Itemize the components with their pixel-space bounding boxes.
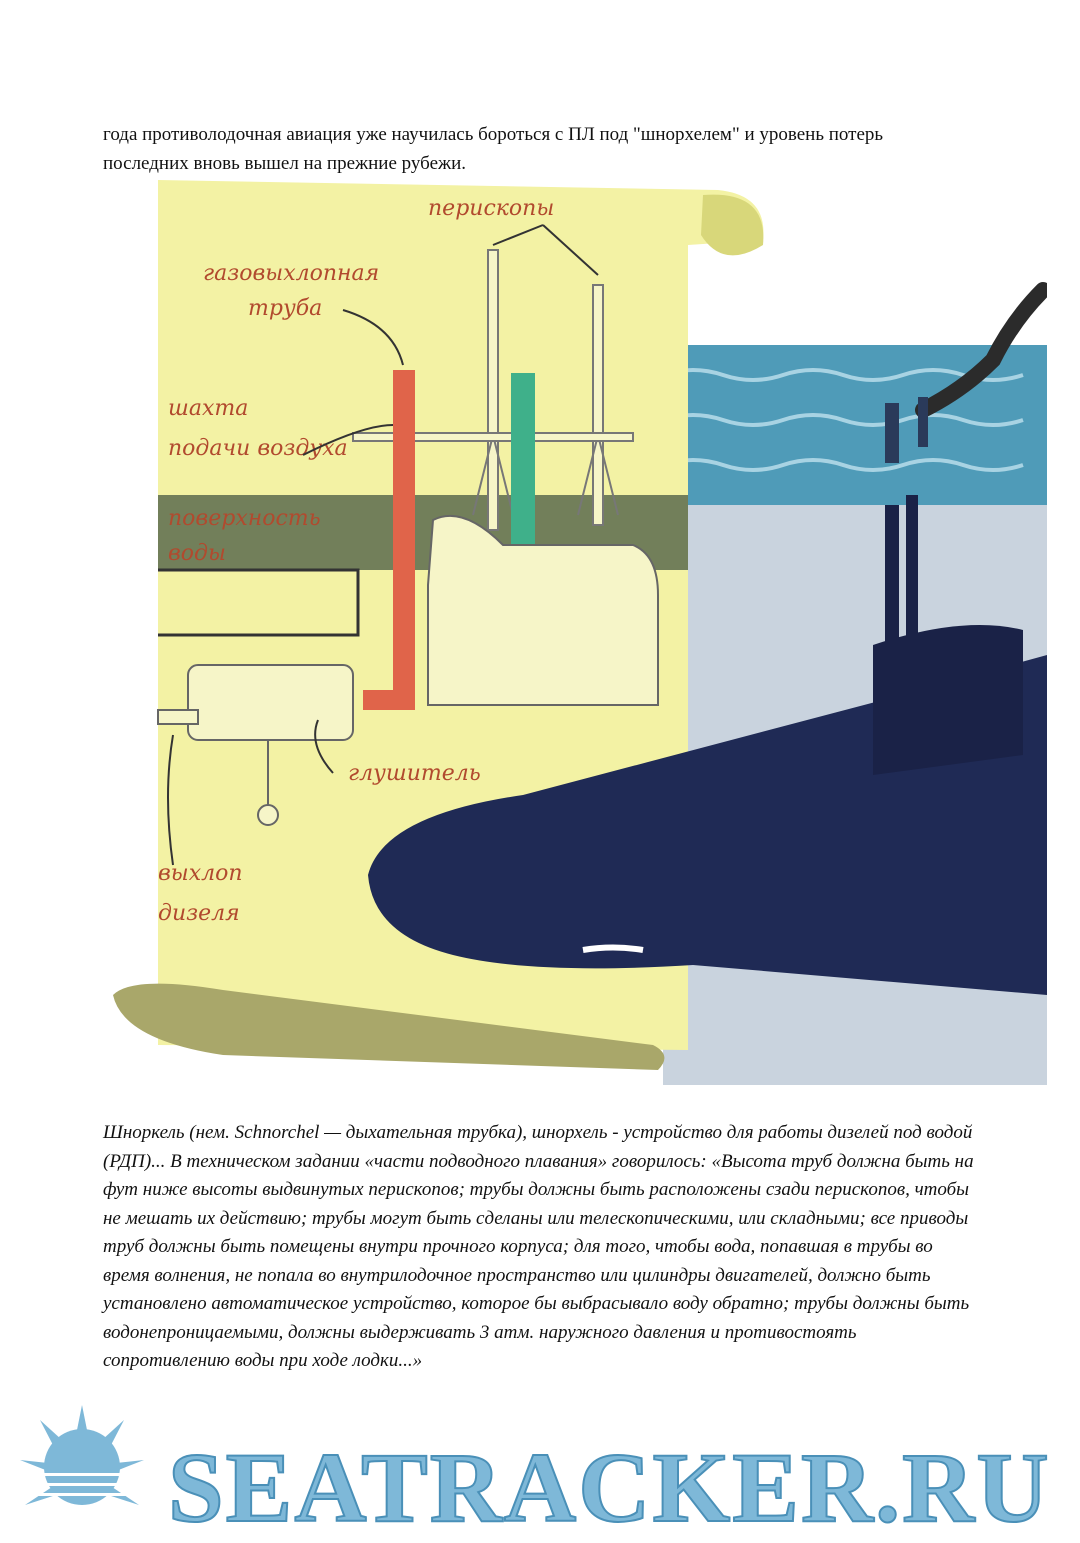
label-water-surface-1: поверхность [168, 506, 321, 531]
sun-icon [20, 1405, 144, 1505]
snorkel-mast [885, 505, 899, 655]
engine-block [428, 516, 658, 705]
valve-icon [258, 805, 278, 825]
label-exhaust-pipe-2: труба [248, 296, 323, 321]
label-periscopes: перископы [428, 196, 555, 221]
label-air-shaft-1: шахта [168, 396, 249, 421]
periscope-2 [593, 285, 603, 525]
label-exhaust-diesel-1: выхлоп [158, 861, 243, 886]
periscope-1 [488, 250, 498, 530]
snorkel-illustration [103, 175, 1047, 1085]
label-muffler: глушитель [348, 761, 481, 786]
label-air-shaft-2: подачи воздуха [168, 436, 348, 461]
label-exhaust-pipe-1: газовыхлопная [203, 261, 380, 286]
label-exhaust-diesel-2: дизеля [158, 901, 240, 926]
muffler [188, 665, 353, 740]
exhaust-pipe [393, 370, 415, 700]
figure-caption: Шноркель (нем. Schnorchel — дыхательная трубка), шнорхель - устройство для работы дизелей под водой (РДП)... В техническом задании «части подводного плавания» говорилось: «Высота труб должна быть на фут ниже высоты выдвинутых перископов; трубы должны быть расположены сзади перископов, чтобы не мешать их действию; трубы могут быть сделаны или телескопическими, или складными; все приводы труб должны быть помещены внутри прочного корпуса; для того, чтобы вода, попавшая в трубы во время волнения, не попала во внутрилодочное пространство или цилиндры двигателей, должно быть установлено автоматическое устройство, которое бы выбрасывало воду обратно; трубы должны быть водонепроницаемыми, должны выдерживать 3 атм. наружного давления и противостоять сопротивлению воды при ходе лодки...» [103, 1122, 974, 1371]
watermark-text: SEATRACKER.RU [168, 1432, 1051, 1543]
label-water-surface-2: воды [168, 541, 226, 566]
air-shaft [511, 373, 535, 573]
snorkel-diagram-svg [103, 175, 1047, 1085]
intro-paragraph: года противолодочная авиация уже научилась бороться с ПЛ под "шнорхелем" и уровень потерь последних вновь вышел на прежние рубежи. [103, 124, 884, 174]
